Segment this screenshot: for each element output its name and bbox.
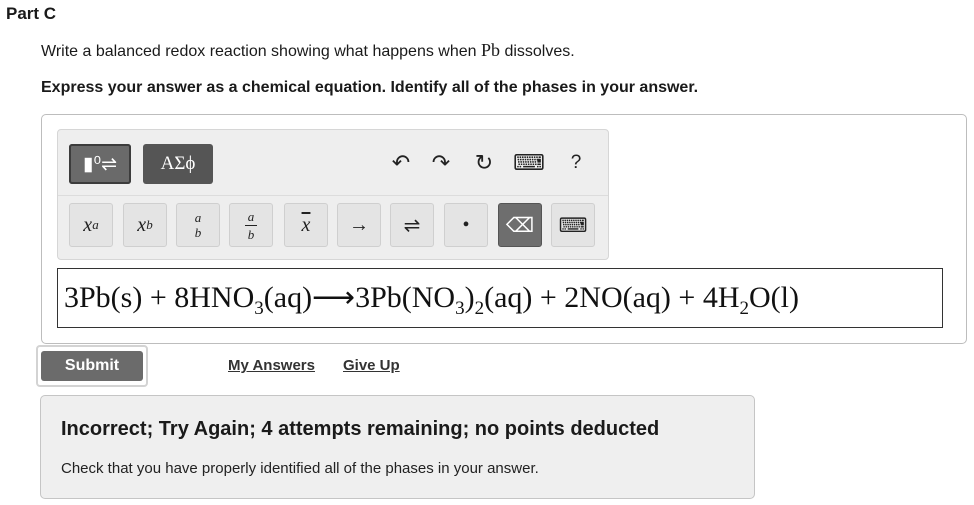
equation-part-5: O(l) (749, 281, 799, 314)
equation-subscript-4: 2 (739, 298, 750, 319)
templates-mode-button[interactable]: ▮⁰⇌ (69, 144, 131, 184)
backspace-button[interactable]: ⌫ (498, 203, 542, 247)
overline-button[interactable] (284, 203, 328, 247)
equation-part-4: (aq) + 2NO(aq) + 4H (484, 281, 740, 314)
fraction-bar-button[interactable] (229, 203, 273, 247)
answer-instruction: Express your answer as a chemical equation. Identify all of the phases in your answer. (41, 79, 699, 96)
fraction-numerator: a (194, 210, 202, 225)
reaction-arrow-button[interactable]: → (337, 203, 381, 247)
equation-input[interactable] (57, 268, 943, 328)
answer-panel (41, 114, 967, 344)
equilibrium-arrow-button[interactable]: ⇌ (390, 203, 434, 247)
fraction-button[interactable] (176, 203, 220, 247)
equation-subscript-1: 3 (254, 298, 264, 319)
give-up-link[interactable]: Give Up (343, 357, 400, 374)
fraction-denominator: b (194, 225, 202, 240)
subscript-index: b (146, 217, 153, 232)
superscript-exponent: a (92, 217, 99, 232)
element-symbol: Pb (480, 40, 500, 60)
dot-button[interactable]: • (444, 203, 488, 247)
feedback-title: Incorrect; Try Again; 4 attempts remaining; no points deducted (61, 418, 660, 440)
feedback-message: Check that you have properly identified all of the phases in your answer. (61, 460, 539, 477)
undo-icon[interactable]: ↶ (391, 150, 411, 175)
equation-toolbar (57, 129, 609, 260)
equation-part-2: (aq)⟶3Pb(NO (263, 281, 456, 314)
subscript-button[interactable] (123, 203, 167, 247)
prompt-text-before: Write a balanced redox reaction showing what happens when (41, 43, 481, 60)
keyboard-toggle-button[interactable]: ⌨ (551, 203, 595, 247)
toolbar-divider (58, 195, 608, 196)
superscript-base: x (83, 213, 93, 236)
fraction-bar-numerator: a (247, 208, 255, 224)
equation-subscript-3: 2 (474, 298, 485, 319)
submit-focus-ring (36, 345, 148, 387)
feedback-panel (40, 395, 755, 499)
part-title: Part C (6, 4, 57, 23)
question-prompt (41, 40, 575, 61)
keyboard-shortcuts-icon[interactable]: ⌨ (513, 150, 545, 175)
equation-part-1: 3Pb(s) + 8HNO (64, 281, 255, 314)
greek-symbols-button[interactable]: ΑΣϕ (143, 144, 213, 184)
fraction-bar-denominator: b (247, 226, 255, 242)
submit-button[interactable]: Submit (41, 351, 143, 381)
equation-subscript-2: 3 (455, 298, 465, 319)
help-icon[interactable]: ? (570, 152, 582, 173)
subscript-base: x (137, 213, 147, 236)
overline-symbol: $\overline{x}$ (301, 213, 311, 236)
equation-part-3: ) (464, 281, 475, 314)
superscript-button[interactable] (69, 203, 113, 247)
prompt-text-after: dissolves. (500, 43, 575, 60)
redo-icon[interactable]: ↷ (431, 150, 451, 175)
reset-icon[interactable]: ↻ (474, 150, 494, 175)
my-answers-link[interactable]: My Answers (228, 357, 315, 374)
